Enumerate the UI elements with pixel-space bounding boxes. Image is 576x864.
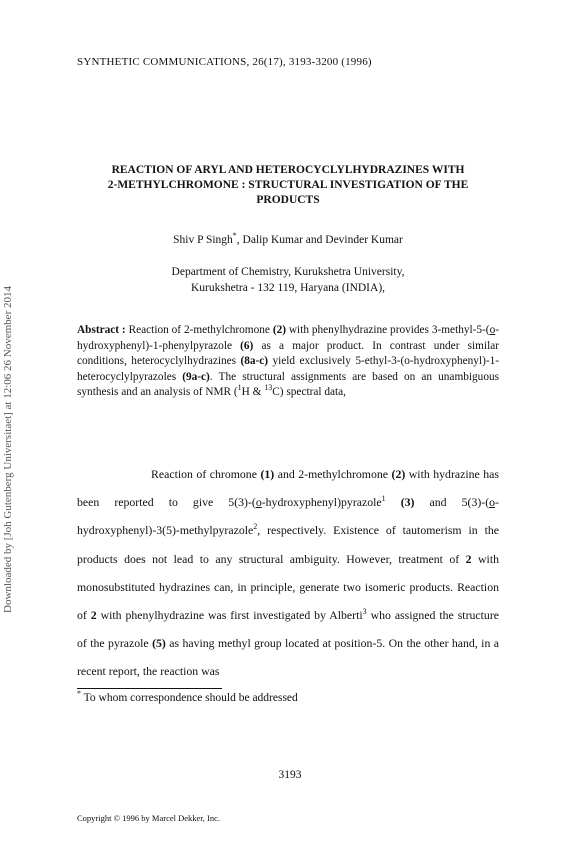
- abstract-text: C) spectral data,: [272, 386, 346, 398]
- author-name: Shiv P Singh: [173, 234, 233, 246]
- copyright-notice: Copyright © 1996 by Marcel Dekker, Inc.: [77, 813, 221, 823]
- title-line: 2-METHYLCHROMONE : STRUCTURAL INVESTIGATION OF THE: [107, 179, 469, 191]
- body-span: who assigned the structure of the pyrazole: [77, 608, 499, 651]
- abstract-text: . The structural assignments are based on an unambiguous synthesis and an analysis of NMR (: [77, 370, 500, 398]
- body-span: -hydroxyphenyl)pyrazole: [261, 495, 382, 510]
- reference-superscript: 2: [253, 522, 258, 532]
- isotope-superscript: 13: [264, 383, 273, 393]
- title-line: PRODUCTS: [256, 194, 320, 206]
- abstract-text: Reaction of 2-methylchromone: [125, 324, 273, 336]
- ortho-prefix: o: [489, 495, 496, 510]
- title-line: REACTION OF ARYL AND HETEROCYCLYLHYDRAZINES WITH: [111, 164, 465, 176]
- body-span: with hydrazine has been reported to give 5(3)-(: [77, 467, 499, 510]
- compound-ref: (1): [260, 467, 275, 481]
- body-text: [77, 460, 499, 686]
- abstract-text: H &: [241, 386, 265, 398]
- abstract-text: with phenylhydrazine provides 3-methyl-5-(: [286, 324, 490, 336]
- compound-ref: (5): [152, 636, 166, 651]
- abstract: [77, 323, 499, 401]
- compound-ref: (6): [240, 339, 254, 352]
- body-span: with phenylhydrazine was first investigated by Alberti: [96, 608, 363, 623]
- compound-ref: (2): [272, 324, 286, 336]
- reference-superscript: 3: [362, 607, 367, 617]
- article-title: [60, 163, 516, 208]
- compound-ref: 2: [465, 551, 472, 566]
- footnote-divider: [77, 688, 222, 689]
- affiliation-line: Kurukshetra - 132 119, Haryana (INDIA),: [190, 282, 386, 294]
- corresponding-star: *: [232, 231, 237, 241]
- affiliation-line: Department of Chemistry, Kurukshetra University,: [171, 266, 405, 278]
- body-span: and 5(3)-(: [414, 495, 490, 510]
- compound-ref: (3): [385, 495, 415, 510]
- compound-ref: (2): [391, 467, 406, 481]
- ortho-prefix: o: [489, 324, 496, 336]
- body-span: -hydroxyphenyl)-3(5)-methylpyrazole: [77, 495, 499, 538]
- author-names-rest: , Dalip Kumar and Devinder Kumar: [236, 234, 403, 246]
- ortho-prefix: o: [255, 495, 262, 510]
- author-list: [60, 231, 516, 246]
- compound-ref: (8a-c): [240, 355, 269, 367]
- abstract-text: as a major product. In contrast under similar conditions, heterocyclylhydrazines: [77, 339, 499, 367]
- body-span: Reaction of chromone: [151, 467, 261, 481]
- footnote: [77, 689, 298, 704]
- affiliation: [60, 264, 516, 296]
- body-span: with monosubstituted hydrazines can, in principle, generate two isomeric products. Reaction of: [77, 551, 499, 623]
- body-span: , respectively. Existence of tautomerism in the products does not lead to any structural ambiguity. However, treatment of: [77, 523, 499, 566]
- footnote-text: To whom correspondence should be addressed: [81, 692, 298, 704]
- isotope-superscript: 1: [237, 383, 242, 393]
- compound-ref: (9a-c): [182, 370, 210, 383]
- abstract-text: -hydroxyphenyl)-1-phenylpyrazole: [77, 324, 499, 352]
- abstract-text: yield exclusively 5-ethyl-3-(o-hydroxyphenyl)-1-heterocyclylpyrazoles: [77, 355, 499, 383]
- abstract-label: Abstract :: [77, 324, 126, 336]
- journal-header: SYNTHETIC COMMUNICATIONS, 26(17), 3193-3200 (1996): [77, 56, 372, 68]
- body-span: as having methyl group located at position-5. On the other hand, in a recent report, the reaction was: [77, 636, 499, 679]
- reference-superscript: 1: [381, 494, 386, 504]
- page-number: 3193: [278, 769, 302, 781]
- download-watermark: Downloaded by [Joh Gutenberg Universitaet] at 12:06 26 November 2014: [2, 286, 14, 614]
- footnote-star: *: [77, 689, 81, 699]
- body-span: and 2-methylchromone: [274, 467, 392, 481]
- compound-ref: 2: [90, 608, 97, 623]
